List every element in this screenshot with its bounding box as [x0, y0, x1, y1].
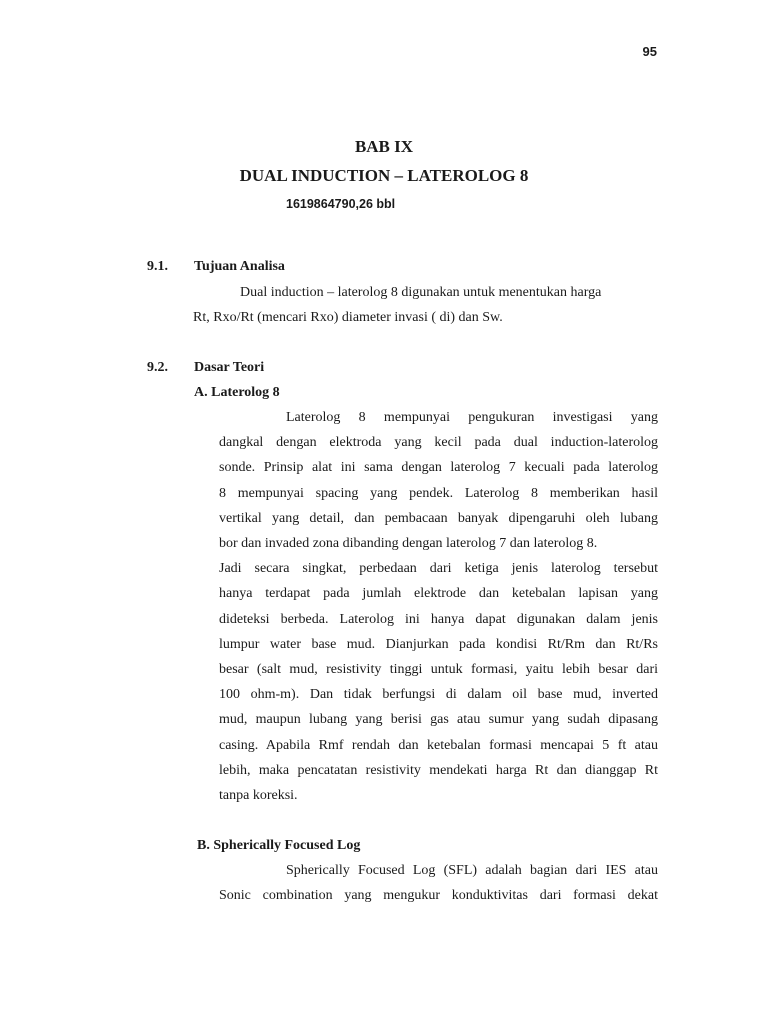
paragraph-line: Jadi secara singkat, perbedaan dari ketiga jenis laterolog tersebut	[219, 561, 658, 576]
chapter-label: BAB IX	[354, 137, 414, 156]
paragraph-line: Dual induction – laterolog 8 digunakan untuk menentukan harga	[240, 285, 602, 300]
paragraph-line: Laterolog 8 mempunyai pengukuran investigasi yang	[286, 410, 658, 425]
paragraph-line: 8 mempunyai spacing yang pendek. Laterolog 8 memberikan hasil	[219, 486, 658, 501]
subsection-title: A. Laterolog 8	[194, 385, 280, 400]
chapter-title: DUAL INDUCTION – LATEROLOG 8	[239, 166, 529, 185]
paragraph-line: dangkal dengan elektroda yang kecil pada dual induction-laterolog	[219, 435, 658, 450]
paragraph-line: Spherically Focused Log (SFL) adalah bagian dari IES atau	[286, 863, 658, 878]
paragraph-line: lebih, maka pencatatan resistivity mendekati harga Rt dan dianggap Rt	[219, 763, 658, 778]
paragraph-line: hanya terdapat pada jumlah elektrode dan ketebalan lapisan yang	[219, 586, 658, 601]
subsection-title: B. Spherically Focused Log	[197, 838, 361, 853]
paragraph-line: Rt, Rxo/Rt (mencari Rxo) diameter invasi ( di) dan Sw.	[193, 310, 503, 325]
stray-number-text: 1619864790,26 bbl	[286, 197, 396, 211]
section-number: 9.1.	[147, 259, 168, 274]
paragraph-line: sonde. Prinsip alat ini sama dengan laterolog 7 kecuali pada laterolog	[219, 460, 658, 475]
page-number: 95	[642, 44, 657, 59]
paragraph-line: vertikal yang detail, dan pembacaan banyak dipengaruhi oleh lubang	[219, 511, 658, 526]
paragraph-line: dideteksi berbeda. Laterolog ini hanya dapat digunakan dalam jenis	[219, 612, 658, 627]
section-number: 9.2.	[147, 360, 168, 375]
paragraph-line: mud, maupun lubang yang berisi gas atau sumur yang sudah dipasang	[219, 712, 658, 727]
paragraph-line: 100 ohm-m). Dan tidak berfungsi di dalam oil base mud, inverted	[219, 687, 658, 702]
paragraph-line: bor dan invaded zona dibanding dengan laterolog 7 dan laterolog 8.	[219, 536, 598, 551]
section-title: Tujuan Analisa	[194, 259, 285, 274]
paragraph-line: tanpa koreksi.	[219, 788, 298, 803]
paragraph-line: besar (salt mud, resistivity tinggi untuk formasi, yaitu lebih besar dari	[219, 662, 658, 677]
paragraph-line: lumpur water base mud. Dianjurkan pada kondisi Rt/Rm dan Rt/Rs	[219, 637, 658, 652]
paragraph-line: casing. Apabila Rmf rendah dan ketebalan formasi mencapai 5 ft atau	[219, 738, 658, 753]
paragraph-line: Sonic combination yang mengukur konduktivitas dari formasi dekat	[219, 888, 658, 903]
section-title: Dasar Teori	[194, 360, 265, 375]
